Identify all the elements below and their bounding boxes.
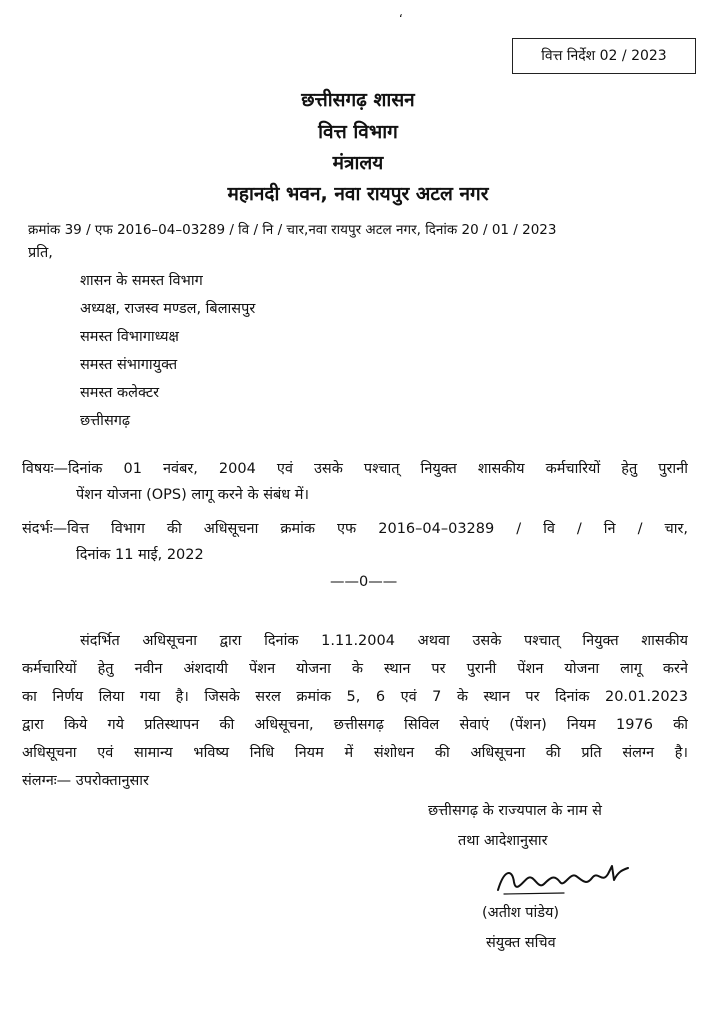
body-line: कर्मचारियों हेतु नवीन अंशदायी पेंशन योजना के स्थान पर पुरानी पेंशन योजना लागू करने [22,661,688,677]
signatory-designation: संयुक्त सचिव [486,935,556,951]
recipient-item: समस्त विभागाध्यक्ष [80,329,179,345]
recipient-item: अध्यक्ष, राजस्व मण्डल, बिलासपुर [80,301,256,317]
to-label: प्रति, [28,245,53,261]
reference-line: दिनांक 11 माई, 2022 [76,547,204,563]
recipient-item: समस्त कलेक्टर [80,385,160,401]
separator: ——0—— [330,574,398,590]
reference-line: संदर्भः—वित्त विभाग की अधिसूचना क्रमांक एफ 2016–04–03289 / वि / नि / चार, [22,521,688,537]
subject-line: विषयः—दिनांक 01 नवंबर, 2004 एवं उसके पश्चात् नियुक्त शासकीय कर्मचारियों हेतु पुरानी [22,461,688,477]
signoff-line: तथा आदेशानुसार [458,833,548,849]
subject-line: पेंशन योजना (OPS) लागू करने के संबंध में। [76,487,309,503]
body-line: द्वारा किये गये प्रतिस्थापन की अधिसूचना, छत्तीसगढ़ सिविल सेवाएं (पेंशन) नियम 1976 की [22,717,688,733]
body-line: संदर्भित अधिसूचना द्वारा दिनांक 1.11.2004 अथवा उसके पश्चात् नियुक्त शासकीय [80,633,688,649]
enclosure-line: संलग्नः— उपरोक्तानुसार [22,773,149,789]
recipient-item: शासन के समस्त विभाग [80,273,203,289]
memo-number-line: क्रमांक 39 / एफ 2016–04–03289 / वि / नि / चार,नवा रायपुर अटल नगर, दिनांक 20 / 01 / 2023 [28,222,557,238]
header-ministry: मंत्रालय [332,152,384,174]
stray-mark: ʻ [399,12,403,26]
recipient-item: समस्त संभागायुक्त [80,357,178,373]
signoff-line: छत्तीसगढ़ के राज्यपाल के नाम से [428,803,602,819]
handwritten-signature [494,860,634,900]
body-line: अधिसूचना एवं सामान्य भविष्य निधि नियम में संशोधन की अधिसूचना की प्रति संलग्न है। [22,745,688,761]
header-government: छत्तीसगढ़ शासन [301,89,415,111]
recipient-item: छत्तीसगढ़ [80,413,131,429]
order-reference-box: वित्त निर्देश 02 / 2023 [512,38,696,74]
body-line: का निर्णय लिया गया है। जिसके सरल क्रमांक 5, 6 एवं 7 के स्थान पर दिनांक 20.01.2023 [22,689,688,705]
header-address: महानदी भवन, नवा रायपुर अटल नगर [227,183,489,205]
header-department: वित्त विभाग [318,121,398,143]
signatory-name: (अतीश पांडेय) [482,905,560,921]
